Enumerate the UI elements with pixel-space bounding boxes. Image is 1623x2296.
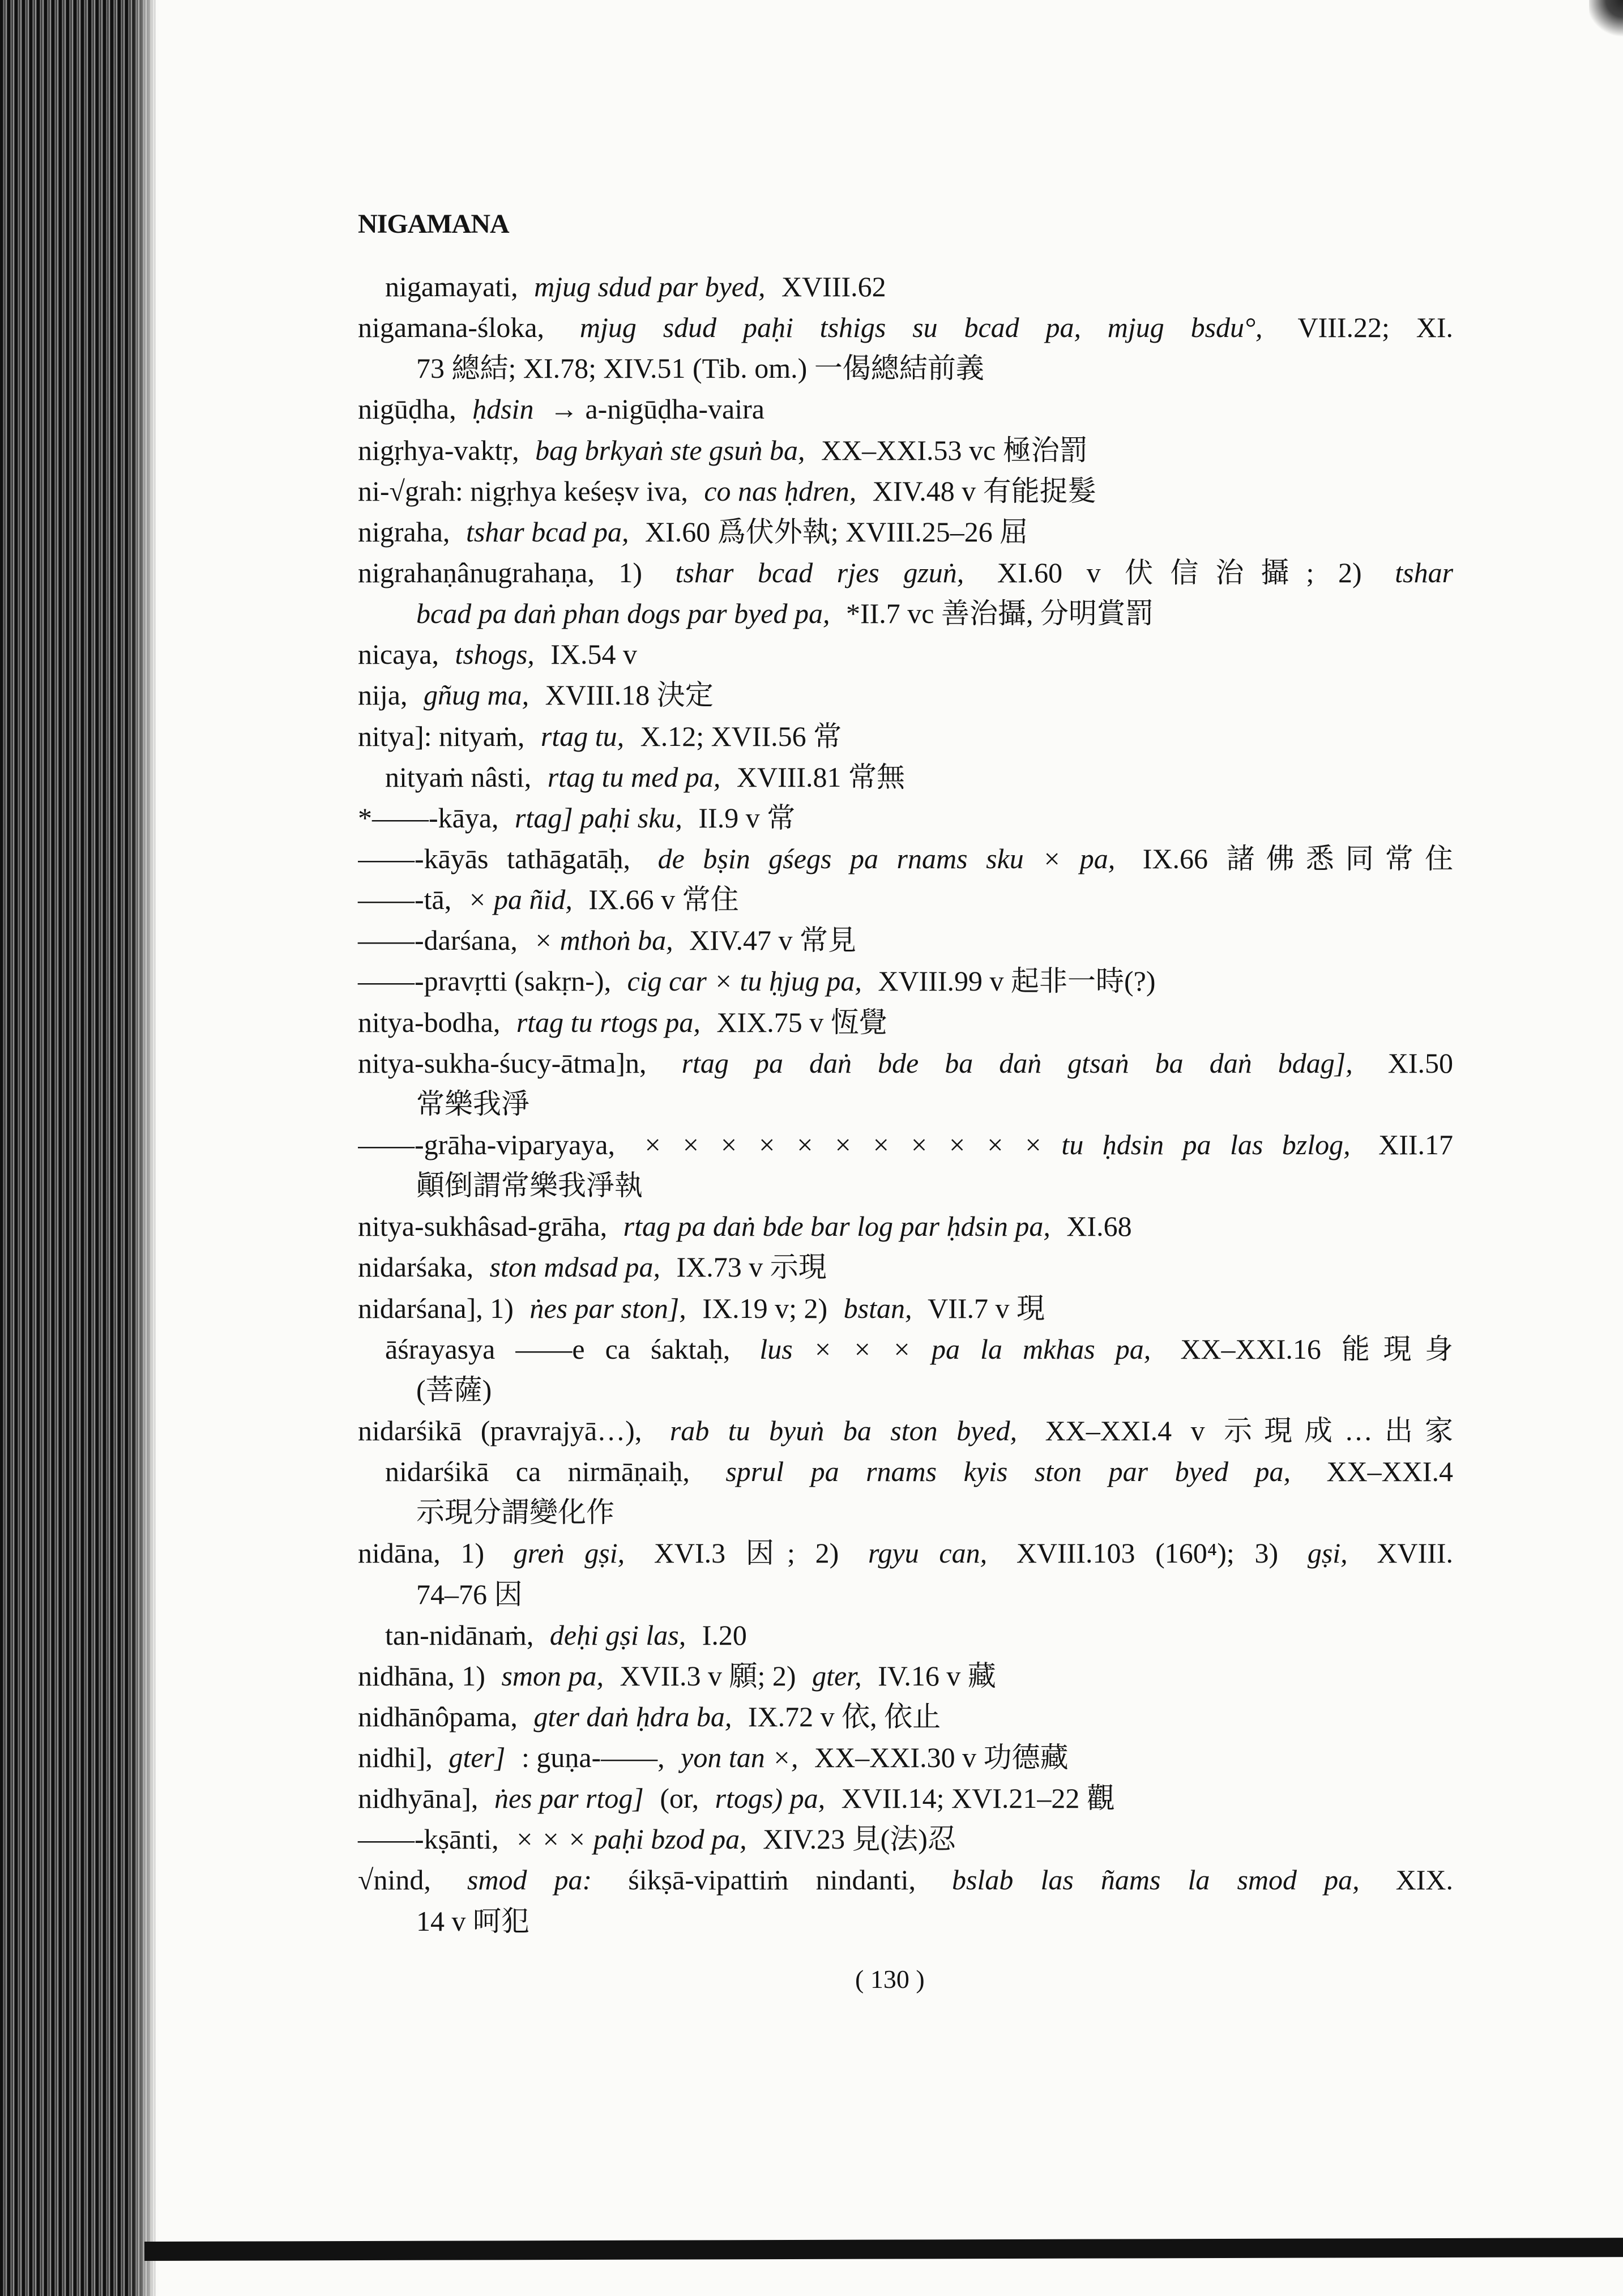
tibetan-gloss: ṅes par rtog] [494, 1782, 644, 1815]
entry-text: XVIII.62 [781, 271, 886, 302]
entry-line [358, 1901, 1462, 1941]
entry-line [358, 1002, 1462, 1043]
tibetan-gloss: cig car × tu ḥjug pa, [627, 965, 862, 997]
entry-line [358, 430, 1462, 471]
entry-text: XVIII.99 v 起非一時(?) [878, 965, 1156, 997]
tibetan-gloss: rtag pa daṅ bde bar log par ḥdsin pa, [623, 1210, 1050, 1243]
entry-text: XVI.3 因; 2) [654, 1537, 839, 1569]
entry-line [358, 389, 1462, 429]
entry-text: ——-kāyās tathāgatāḥ, [358, 842, 631, 874]
entry-text: IV.16 v 藏 [878, 1659, 996, 1692]
tibetan-gloss: yon tan ×, [681, 1742, 798, 1774]
tibetan-gloss: sprul pa rnams kyis ston par byed pa, [725, 1456, 1291, 1488]
tibetan-gloss: deḥi gṣi las, [549, 1619, 686, 1651]
tibetan-gloss: rtag tu rtogs pa, [516, 1006, 701, 1038]
entry-text: ni-√grah: nigṛhya keśeṣv iva, [358, 475, 688, 507]
entry-text: ——-pravṛtti (sakṛn-), [358, 965, 612, 997]
entry-text: XVIII.81 常無 [736, 761, 906, 793]
entry-line [358, 511, 1462, 552]
entry-text: nidhi], [358, 1742, 433, 1774]
entry-text: IX.19 v; 2) [702, 1292, 828, 1324]
entry-text: nigṛhya-vaktṛ, [358, 434, 519, 466]
entry-text: ——-tā, [358, 884, 452, 916]
entry-text: XX–XXI.4 [1326, 1456, 1454, 1488]
entry-text: āśrayasya ——e ca śaktaḥ, [385, 1333, 731, 1365]
entry-line [358, 1288, 1462, 1329]
spine-shadow [113, 0, 159, 2296]
entry-line [358, 675, 1462, 715]
entry-text: nidarśana], 1) [358, 1292, 514, 1324]
entry-text: IX.66 v 常住 [588, 884, 739, 916]
entry-line [358, 1655, 1462, 1696]
entry-text: XX–XXI.30 v 功德藏 [814, 1742, 1069, 1774]
entry-line [358, 1574, 1462, 1615]
entry-line [358, 716, 1462, 757]
scan-bottom-edge [144, 2238, 1623, 2261]
glossary-entries [358, 266, 1462, 1941]
entry-text: XIV.48 v 有能捉髮 [872, 475, 1096, 507]
entry-text: II.9 v 常 [698, 801, 796, 834]
entry-line [358, 838, 1462, 879]
tibetan-gloss: × × × × × × × × × × × tu ḥdsin pa las bzlog, [643, 1128, 1351, 1160]
tibetan-gloss: smod pa: [467, 1864, 592, 1896]
entry-text: √nind, [358, 1864, 431, 1896]
entry-line [358, 961, 1462, 1001]
entry-line [358, 920, 1462, 961]
entry-text: nityaṁ nâsti, [385, 761, 532, 793]
entry-text: nigraha, [358, 515, 450, 548]
tibetan-gloss: bstan, [843, 1292, 912, 1324]
entry-text: XI.60 爲伏外執; XVIII.25–26 屈 [644, 515, 1028, 548]
tibetan-gloss: bcad pa daṅ phan dogs par byed pa, [416, 598, 830, 630]
entry-text: 74–76 因 [416, 1578, 523, 1610]
tibetan-gloss: gter, [812, 1659, 862, 1692]
tibetan-gloss: mjug sdud par byed, [534, 271, 766, 302]
entry-text: VII.7 v 現 [928, 1292, 1045, 1324]
entry-line [358, 552, 1462, 593]
entry-text: XVII.14; XVI.21–22 觀 [841, 1782, 1115, 1815]
tibetan-gloss: tshar [1395, 556, 1454, 588]
entry-line [358, 1410, 1462, 1451]
entry-line [358, 307, 1462, 348]
entry-text: *II.7 vc 善治攝, 分明賞罰 [846, 598, 1154, 630]
entry-text: X.12; XVII.56 常 [640, 720, 842, 752]
tibetan-gloss: gñug ma, [423, 679, 529, 711]
entry-text: → a-nigūḍha-vaira [549, 393, 764, 425]
section-heading: NIGAMANA [358, 209, 509, 239]
tibetan-gloss: mjug sdud paḥi tshigs su bcad pa, mjug bsdu°, [579, 311, 1263, 344]
entry-line [358, 1369, 1462, 1410]
tibetan-gloss: gter] [449, 1742, 506, 1774]
entry-line [358, 1247, 1462, 1287]
tibetan-gloss: bslab las ñams la smod pa, [952, 1864, 1360, 1896]
tibetan-gloss: tshar bcad rjes gzuṅ, [675, 556, 964, 588]
entry-text: 顚倒謂常樂我淨執 [416, 1170, 643, 1202]
tibetan-gloss: rtag] paḥi sku, [515, 801, 682, 834]
entry-line [358, 1859, 1462, 1900]
entry-text: XX–XXI.53 vc 極治罰 [821, 434, 1088, 466]
tibetan-gloss: bag brkyaṅ ste gsuṅ ba, [535, 434, 805, 466]
entry-text: nitya]: nityaṁ, [358, 720, 525, 752]
entry-text: XIV.23 見(法)忍 [763, 1823, 956, 1855]
entry-line [358, 1451, 1462, 1492]
entry-text: nitya-sukhâsad-grāha, [358, 1210, 608, 1243]
entry-text: ——-kṣānti, [358, 1823, 499, 1855]
page-corner-shadow [1589, 0, 1623, 40]
entry-text: nidarśaka, [358, 1251, 474, 1283]
entry-line [358, 634, 1462, 675]
entry-text: IX.54 v [550, 638, 638, 671]
entry-text: XIX.75 v 恆覺 [716, 1006, 887, 1038]
entry-text: nicaya, [358, 638, 439, 671]
tibetan-gloss: × mthoṅ ba, [533, 924, 673, 957]
entry-line [358, 757, 1462, 797]
entry-text: XI.50 [1387, 1047, 1453, 1079]
entry-line [358, 1083, 1462, 1124]
entry-text: XVII.3 v 願; 2) [620, 1659, 796, 1692]
tibetan-gloss: gṣi, [1307, 1537, 1348, 1569]
entry-line [358, 1615, 1462, 1655]
entry-text: śikṣā-vipattiṁ nindanti, [628, 1864, 916, 1896]
tibetan-gloss: tshogs, [455, 638, 535, 671]
tibetan-gloss: greṅ gṣi, [513, 1537, 625, 1569]
entry-line [358, 1778, 1462, 1819]
tibetan-gloss: rtag pa daṅ bde ba daṅ gtsaṅ ba daṅ bdag], [681, 1047, 1353, 1079]
entry-line [358, 266, 1462, 307]
entry-text: 常樂我淨 [416, 1087, 529, 1120]
entry-line [358, 348, 1462, 389]
tibetan-gloss: rtag tu med pa, [547, 761, 721, 793]
entry-text: nidhāna, 1) [358, 1659, 485, 1692]
tibetan-gloss: ḥdsin [472, 393, 534, 425]
entry-text: nigūḍha, [358, 393, 456, 425]
entry-line [358, 879, 1462, 920]
entry-line [358, 471, 1462, 511]
tibetan-gloss: de bṣin gśegs pa rnams sku × pa, [657, 842, 1116, 874]
tibetan-gloss: tshar bcad pa, [465, 515, 629, 548]
entry-text: IX.73 v 示現 [676, 1251, 827, 1283]
entry-line [358, 1819, 1462, 1859]
entry-line [358, 1492, 1462, 1533]
tibetan-gloss: lus × × × pa la mkhas pa, [759, 1333, 1151, 1365]
entry-text: XIX. [1395, 1864, 1454, 1896]
entry-text: nija, [358, 679, 408, 711]
entry-text: 示現分謂變化作 [416, 1496, 614, 1529]
entry-line [358, 1696, 1462, 1737]
entry-text: ——-darśana, [358, 924, 518, 957]
entry-text: IX.66 諸佛悉同常住 [1142, 842, 1453, 874]
entry-text: nitya-sukha-śucy-ātma]n, [358, 1047, 647, 1079]
entry-text: XX–XXI.4 v 示現成…出家 [1045, 1414, 1453, 1446]
entry-text: XVIII.103 (160⁴); 3) [1016, 1537, 1279, 1569]
entry-line [358, 593, 1462, 634]
entry-text: XIV.47 v 常見 [689, 924, 857, 957]
entry-text: : guṇa-——, [521, 1742, 665, 1774]
entry-line [358, 797, 1462, 838]
tibetan-gloss: co nas ḥdren, [704, 475, 857, 507]
entry-line [358, 1533, 1462, 1573]
entry-line [358, 1165, 1462, 1206]
entry-line [358, 1737, 1462, 1778]
tibetan-gloss: rab tu byuṅ ba ston byed, [669, 1414, 1018, 1446]
tibetan-gloss: gter daṅ ḥdra ba, [533, 1700, 732, 1732]
entry-text: nidhānôpama, [358, 1700, 518, 1732]
tibetan-gloss: × × × paḥi bzod pa, [515, 1823, 747, 1855]
entry-text: nidarśikā (pravrajyā…), [358, 1414, 642, 1446]
entry-text: XI.60 v 伏信治攝; 2) [997, 556, 1362, 588]
entry-text: nigamayati, [385, 271, 518, 302]
entry-text: XVIII.18 決定 [545, 679, 714, 711]
entry-text: VIII.22; XI. [1297, 311, 1454, 344]
entry-line [358, 1124, 1462, 1165]
entry-text: (菩薩) [416, 1373, 492, 1406]
entry-text: IX.72 v 依, 依止 [748, 1700, 941, 1732]
entry-text: I.20 [702, 1619, 747, 1651]
entry-text: nigrahaṇânugrahaṇa, 1) [358, 556, 643, 588]
tibetan-gloss: rtogs) pa, [715, 1782, 826, 1815]
entry-line [358, 1206, 1462, 1247]
tibetan-gloss: rtag tu, [540, 720, 625, 752]
tibetan-gloss: × pa ñid, [467, 884, 573, 916]
entry-text: nidarśikā ca nirmāṇaiḥ, [385, 1456, 690, 1488]
entry-text: 14 v 呵犯 [416, 1905, 529, 1937]
entry-text: XII.17 [1378, 1128, 1454, 1160]
entry-text: nidhyāna], [358, 1782, 479, 1815]
entry-text: nitya-bodha, [358, 1006, 501, 1038]
tibetan-gloss: rgyu can, [868, 1537, 988, 1569]
page-number: ( 130 ) [855, 1965, 925, 1994]
entry-text: nidāna, 1) [358, 1537, 485, 1569]
entry-text: XX–XXI.16 能現身 [1180, 1333, 1454, 1365]
tibetan-gloss: smon pa, [501, 1659, 604, 1692]
tibetan-gloss: ston mdsad pa, [489, 1251, 660, 1283]
entry-text: XI.68 [1066, 1210, 1132, 1243]
entry-text: (or, [660, 1782, 699, 1815]
entry-line [358, 1043, 1462, 1083]
entry-line [358, 1329, 1462, 1369]
entry-text: tan-nidānaṁ, [385, 1619, 534, 1651]
tibetan-gloss: ṅes par ston], [529, 1292, 686, 1324]
entry-text: *——-kāya, [358, 801, 499, 834]
entry-text: XVIII. [1377, 1537, 1454, 1569]
entry-text: 73 總結; XI.78; XIV.51 (Tib. om.) 一偈總結前義 [416, 352, 984, 385]
entry-text: ——-grāha-viparyaya, [358, 1128, 615, 1160]
entry-text: nigamana-śloka, [358, 311, 545, 344]
